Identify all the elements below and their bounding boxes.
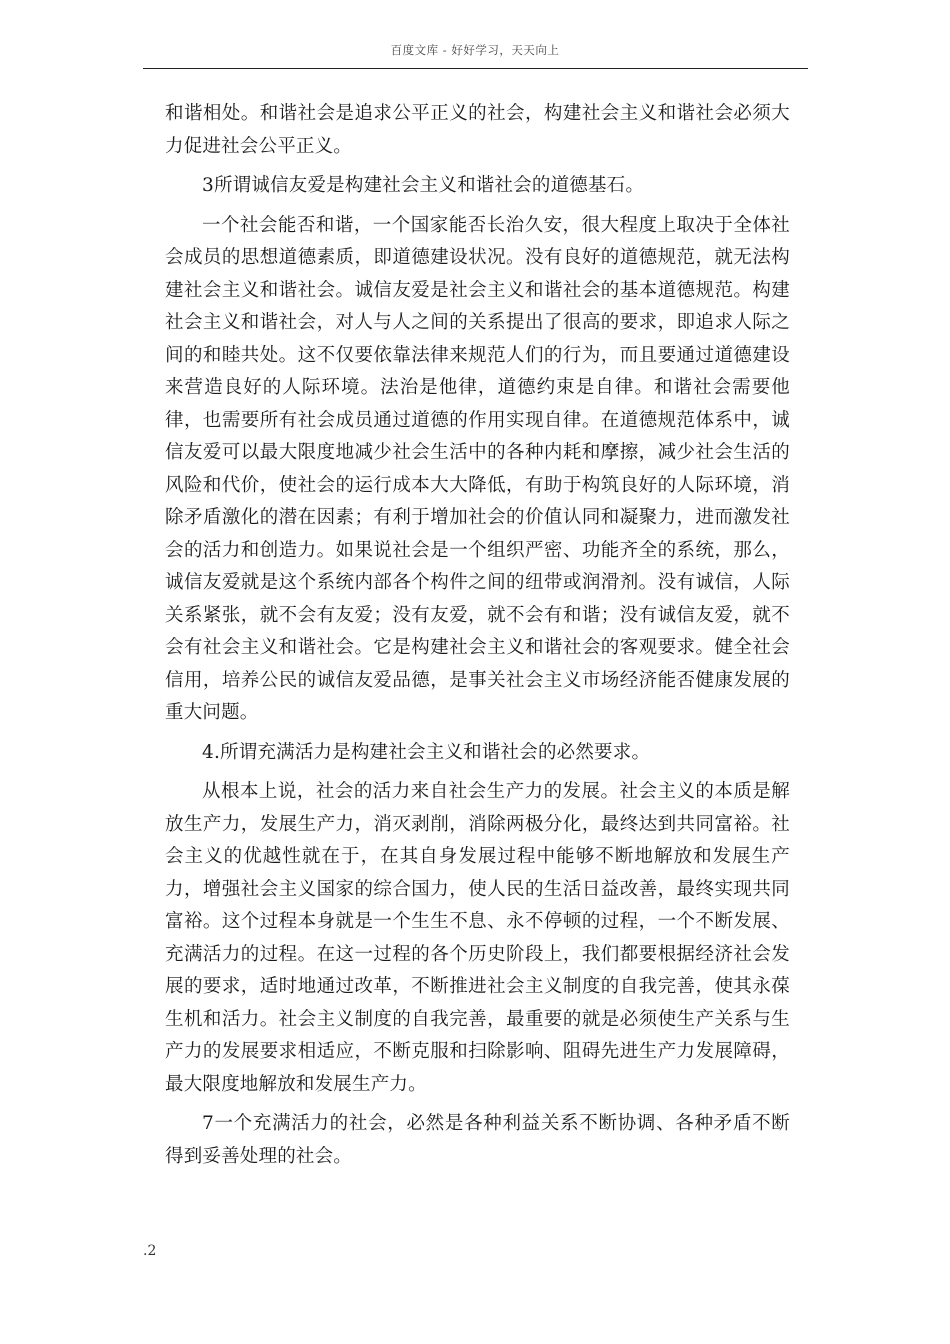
- paragraph-continuation: 和谐相处。和谐社会是追求公平正义的社会，构建社会主义和谐社会必须大力促进社会公平正义。: [165, 103, 790, 157]
- page-number: .2: [143, 1243, 157, 1259]
- section-heading-4: 4.所谓充满活力是构建社会主义和谐社会的必然要求。: [202, 741, 651, 763]
- section-heading-3: 3所谓诚信友爱是构建社会主义和谐社会的道德基石。: [202, 175, 645, 196]
- page-header: 百度文库 - 好好学习，天天向上: [390, 43, 560, 57]
- paragraph-coordination: 7一个充满活力的社会，必然是各种利益关系不断协调、各种矛盾不断得到妥善处理的社会。: [165, 1113, 790, 1167]
- document-body: [165, 98, 790, 1173]
- header-divider: [143, 68, 808, 69]
- paragraph-vitality: 从根本上说，社会的活力来自社会生产力的发展。社会主义的本质是解放生产力，发展生产力，消灭剥削，消除两极分化，最终达到共同富裕。社会主义的优越性就在于，在其自身发展过程中能够不断地解放和发展生产力，增强社会主义国家的综合国力，使人民的生活日益改善，最终实现共同富裕。这个过程本身就是一个生生不息、永不停顿的过程，一个不断发展、充满活力的过程。在这一过程的各个历史阶段上，我们都要根据经济社会发展的要求，适时地通过改革，不断推进社会主义制度的自我完善，使其永葆生机和活力。社会主义制度的自我完善，最重要的就是必须使生产关系与生产力的发展要求相适应，不断克服和扫除影响、阻碍先进生产力发展障碍，最大限度地解放和发展生产力。: [165, 781, 790, 1095]
- paragraph-integrity-friendship: 一个社会能否和谐，一个国家能否长治久安，很大程度上取决于全体社会成员的思想道德素质，即道德建设状况。没有良好的道德规范，就无法构建社会主义和谐社会。诚信友爱是社会主义和谐社会的基本道德规范。构建社会主义和谐社会，对人与人之间的关系提出了很高的要求，即追求人际之间的和睦共处。这不仅要依靠法律来规范人们的行为，而且要通过道德建设来营造良好的人际环境。法治是他律，道德约束是自律。和谐社会需要他律，也需要所有社会成员通过道德的作用实现自律。在道德规范体系中，诚信友爱可以最大限度地减少社会生活中的各种内耗和摩擦，减少社会生活的风险和代价，使社会的运行成本大大降低，有助于构筑良好的人际环境，消除矛盾激化的潜在因素；有利于增加社会的价值认同和凝聚力，进而激发社会的活力和创造力。如果说社会是一个组织严密、功能齐全的系统，那么，诚信友爱就是这个系统内部各个构件之间的纽带或润滑剂。没有诚信，人际关系紧张，就不会有友爱；没有友爱，就不会有和谐；没有诚信友爱，就不会有社会主义和谐社会。它是构建社会主义和谐社会的客观要求。健全社会信用，培养公民的诚信友爱品德，是事关社会主义市场经济能否健康发展的重大问题。: [165, 214, 790, 723]
